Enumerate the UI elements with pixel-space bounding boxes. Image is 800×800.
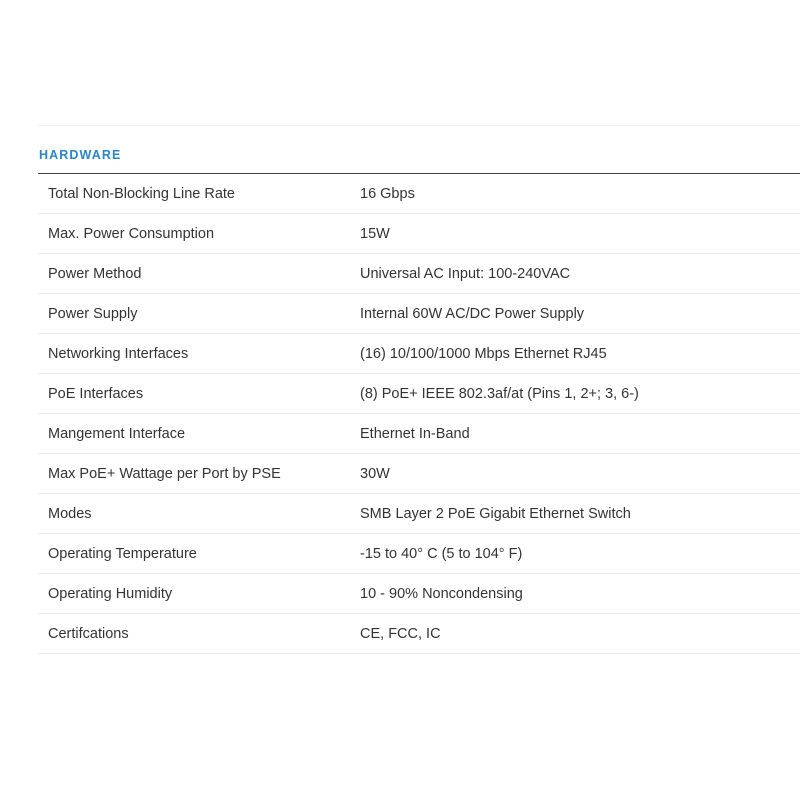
spec-value: 15W (360, 214, 800, 254)
table-row (38, 254, 800, 294)
spec-label: Max. Power Consumption (38, 214, 360, 254)
spec-label: Networking Interfaces (38, 334, 360, 374)
table-row (38, 294, 800, 334)
section-title: HARDWARE (39, 148, 122, 162)
spec-value: SMB Layer 2 PoE Gigabit Ethernet Switch (360, 494, 800, 534)
spec-value: Universal AC Input: 100-240VAC (360, 254, 800, 294)
table-row (38, 614, 800, 654)
spec-label: PoE Interfaces (38, 374, 360, 414)
spec-label: Operating Humidity (38, 574, 360, 614)
spec-label: Power Supply (38, 294, 360, 334)
spec-label: Power Method (38, 254, 360, 294)
table-row (38, 414, 800, 454)
table-row (38, 454, 800, 494)
spec-table (38, 173, 800, 654)
table-row (38, 574, 800, 614)
spec-label: Max PoE+ Wattage per Port by PSE (38, 454, 360, 494)
spec-value: -15 to 40° C (5 to 104° F) (360, 534, 800, 574)
table-row (38, 214, 800, 254)
spec-label: Total Non-Blocking Line Rate (38, 174, 360, 214)
spec-label: Modes (38, 494, 360, 534)
table-row (38, 374, 800, 414)
spec-value: 16 Gbps (360, 174, 800, 214)
spec-value: Internal 60W AC/DC Power Supply (360, 294, 800, 334)
spec-value: CE, FCC, IC (360, 614, 800, 654)
spec-value: 10 - 90% Noncondensing (360, 574, 800, 614)
spec-value: (16) 10/100/1000 Mbps Ethernet RJ45 (360, 334, 800, 374)
table-row (38, 494, 800, 534)
spec-label: Mangement Interface (38, 414, 360, 454)
table-row (38, 334, 800, 374)
spec-label: Certifcations (38, 614, 360, 654)
spec-label: Operating Temperature (38, 534, 360, 574)
spec-value: (8) PoE+ IEEE 802.3af/at (Pins 1, 2+; 3, 6-) (360, 374, 800, 414)
spec-value: Ethernet In-Band (360, 414, 800, 454)
section-divider (38, 125, 800, 126)
spec-value: 30W (360, 454, 800, 494)
table-row (38, 174, 800, 214)
table-row (38, 534, 800, 574)
